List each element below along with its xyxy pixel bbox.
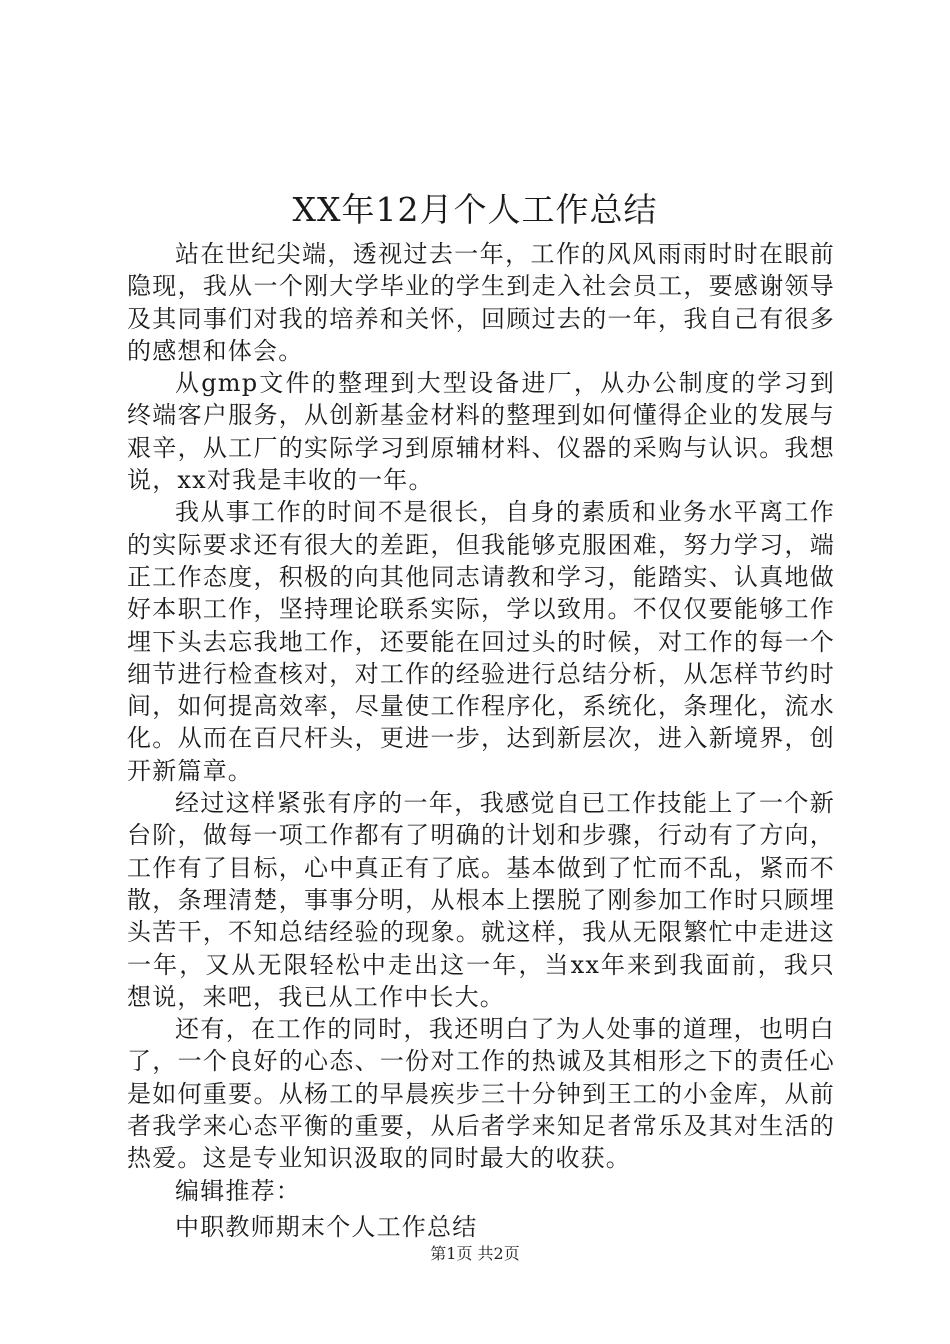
recommend-label: 编辑推荐： xyxy=(175,1176,301,1205)
paragraph: 站在世纪尖端，透视过去一年，工作的风风雨雨时时在眼前隐现，我从一个刚大学毕业的学生到走入社会员工，要感谢领导及其同事们对我的培养和关怀，回顾过去的一年，我自己有很多的感想和体会。 xyxy=(127,240,835,365)
document-title: XX年12月个人工作总结 xyxy=(292,190,658,229)
paragraph: 从gmp文件的整理到大型设备进厂，从办公制度的学习到终端客户服务，从创新基金材料的整理到如何懂得企业的发展与艰辛，从工厂的实际学习到原辅材料、仪器的采购与认识。我想说，xx对我是丰收的一年。 xyxy=(127,369,835,495)
paragraph: 我从事工作的时间不是很长，自身的素质和业务水平离工作的实际要求还有很大的差距，但我能够克服困难，努力学习，端正工作态度，积极的向其他同志请教和学习，能踏实、认真地做好本职工作，坚持理论联系实际，学以致用。不仅仅要能够工作埋下头去忘我地工作，还要能在回过头的时候，对工作的每一个细节进行检查核对，对工作的经验进行总结分析，从怎样节约时间，如何提高效率，尽量使工作程序化，系统化，条理化，流水化。从而在百尺杆头，更进一步，达到新层次，进入新境界，创开新篇章。 xyxy=(127,498,835,785)
page-footer: 第1页 共2页 xyxy=(430,1244,520,1263)
document-body xyxy=(127,238,835,1243)
recommend-link[interactable]: 中职教师期末个人工作总结 xyxy=(175,1212,478,1241)
paragraph: 经过这样紧张有序的一年，我感觉自已工作技能上了一个新台阶，做每一项工作都有了明确的计划和步骤，行动有了方向，工作有了目标，心中真正有了底。基本做到了忙而不乱，紧而不散，条理清楚，事事分明，从根本上摆脱了刚参加工作时只顾埋头苦干，不知总结经验的现象。就这样，我从无限繁忙中走进这一年，又从无限轻松中走出这一年，当xx年来到我面前，我只想说，来吧，我已从工作中长大。 xyxy=(127,789,835,1011)
paragraph: 还有，在工作的同时，我还明白了为人处事的道理，也明白了，一个良好的心态、一份对工作的热诚及其相形之下的责任心是如何重要。从杨工的早晨疾步三十分钟到王工的小金库，从前者我学来心态平衡的重要，从后者学来知足者常乐及其对生活的热爱。这是专业知识汲取的同时最大的收获。 xyxy=(127,1015,835,1173)
